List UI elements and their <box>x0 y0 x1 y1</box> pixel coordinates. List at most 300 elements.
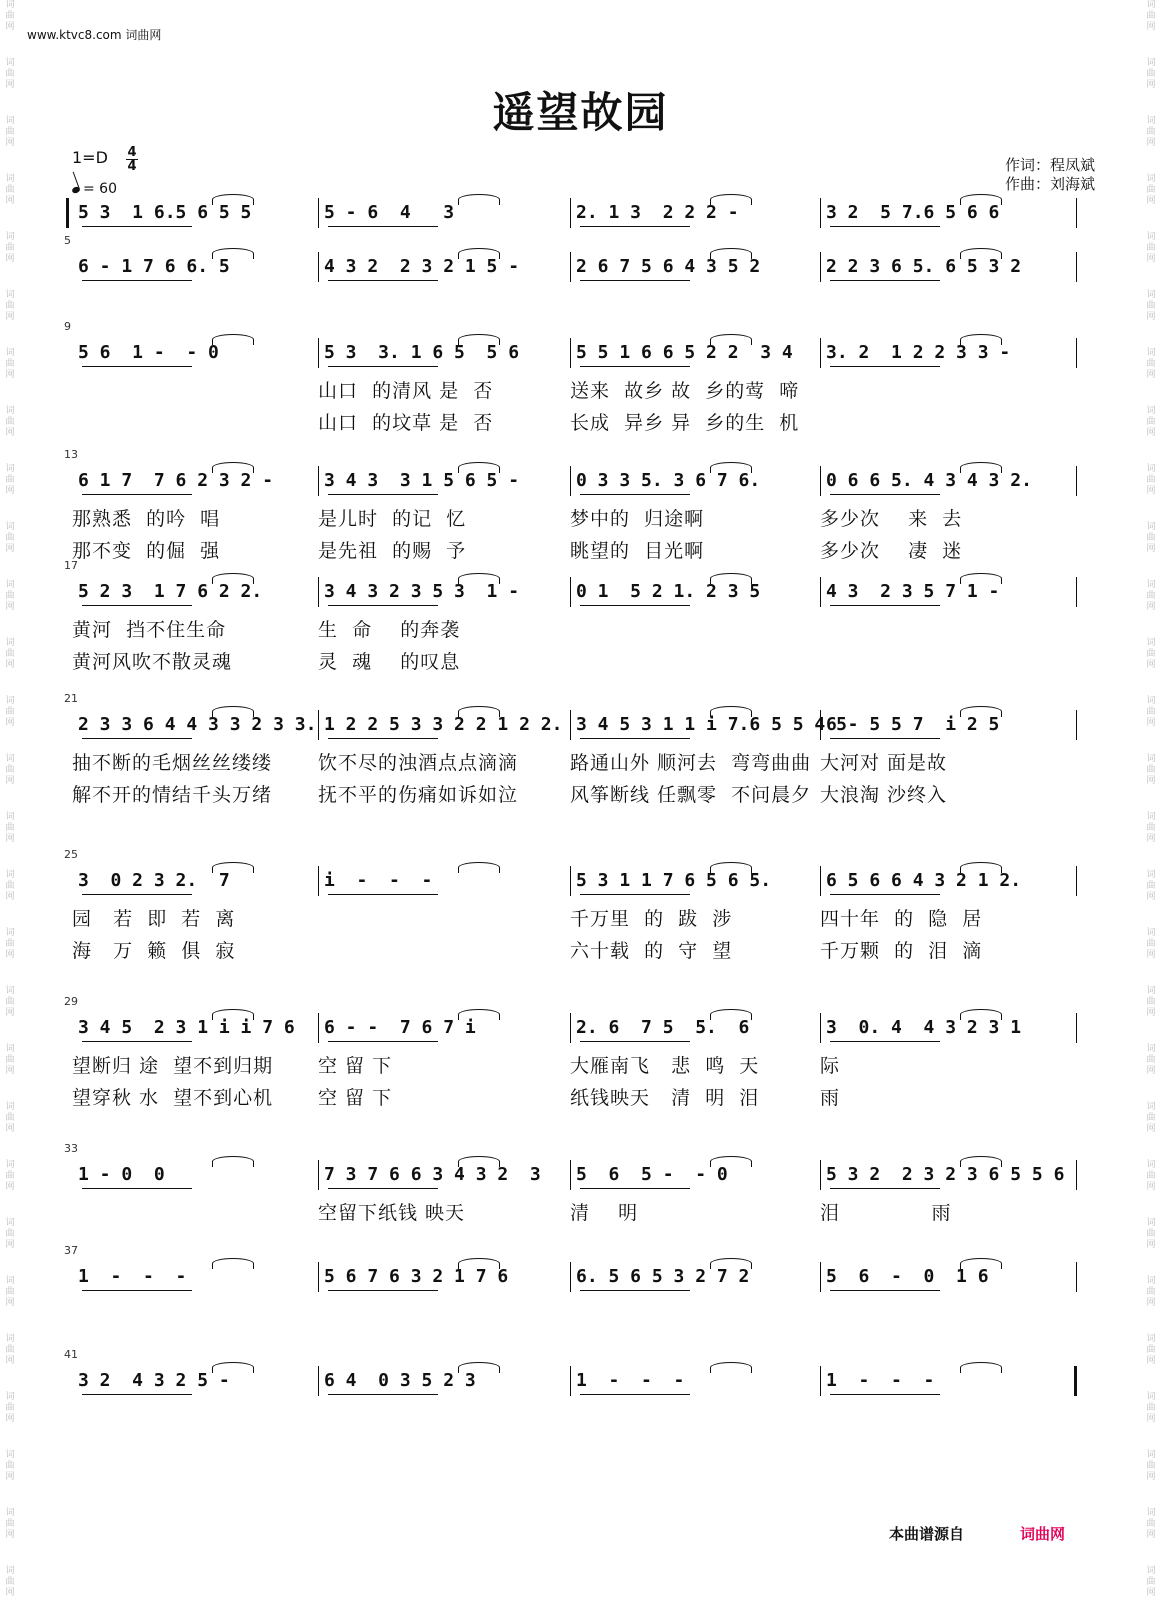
barline <box>318 1160 319 1190</box>
beam-line <box>580 280 690 281</box>
barline <box>570 338 571 368</box>
watermark-text: 词 曲 网 <box>5 1160 15 1192</box>
barline <box>820 252 821 282</box>
measure-notes: 5 6 1 - - 0 <box>78 342 219 363</box>
footer-site: 词曲网 <box>1020 1525 1066 1543</box>
beam-line <box>328 1188 438 1189</box>
slur-mark <box>212 706 254 717</box>
beam-line <box>328 894 438 895</box>
watermark-left <box>4 0 16 1622</box>
barline <box>1076 338 1077 368</box>
lyric-line: 海 万 籁 俱 寂 <box>72 940 236 962</box>
footer <box>889 1523 1065 1544</box>
lyric-line: 抚不平的伤痛如诉如泣 <box>318 784 519 806</box>
watermark-text: 词 曲 网 <box>1146 638 1156 670</box>
barline <box>570 252 571 282</box>
barline <box>318 466 319 496</box>
lyric-line: 大雁南飞 悲 鸣 天 <box>570 1055 760 1077</box>
beam-line <box>82 894 192 895</box>
watermark-text: 词 曲 网 <box>1146 116 1156 148</box>
beam-line <box>328 280 438 281</box>
lyric-line: 望穿秋 水 望不到心机 <box>72 1087 274 1109</box>
measure-notes: 3 4 3 2 3 5 3 1 - <box>324 581 520 602</box>
watermark-text: 词 曲 网 <box>5 1392 15 1424</box>
watermark-text: 词 曲 网 <box>1146 174 1156 206</box>
quarter-note-icon <box>71 186 81 194</box>
barline <box>570 1013 571 1043</box>
measure-notes: 0 1 5 2 1. 2 3 5 <box>576 581 761 602</box>
slur-mark <box>960 862 1002 873</box>
measure-notes: 2 2 3 6 5. 6 5 3 2 <box>826 256 1022 277</box>
slur-mark <box>710 1009 752 1020</box>
beam-line <box>830 366 940 367</box>
lyric-line: 四十年 的 隐 居 <box>820 908 983 930</box>
beam-line <box>830 1188 940 1189</box>
measure-notes: 6 5 6 6 4 3 2 1 2. <box>826 870 1022 891</box>
watermark-text: 词 曲 网 <box>5 1450 15 1482</box>
repeat-start-barline <box>66 198 69 228</box>
barline <box>820 1366 821 1396</box>
barline <box>820 198 821 228</box>
beam-line <box>328 1394 438 1395</box>
slur-mark <box>458 706 500 717</box>
credits <box>1005 156 1095 194</box>
slur-mark <box>458 1258 500 1269</box>
lyric-line: 送来 故乡 故 乡的莺 啼 <box>570 380 800 402</box>
barline <box>318 1366 319 1396</box>
lyric-line: 山口 的清风 是 否 <box>318 380 494 402</box>
beam-line <box>82 738 192 739</box>
watermark-text: 词 曲 网 <box>1146 986 1156 1018</box>
measure-notes: 3 4 3 3 1 5 6 5 - <box>324 470 520 491</box>
lyric-line: 空留下纸钱 映天 <box>318 1202 466 1224</box>
slur-mark <box>458 334 500 345</box>
barline <box>570 866 571 896</box>
watermark-text: 词 曲 网 <box>1146 232 1156 264</box>
lyric-line: 路通山外 顺河去 弯弯曲曲 <box>570 752 812 774</box>
watermark-text: 词 曲 网 <box>5 1044 15 1076</box>
lyric-line: 千万颗 的 泪 滴 <box>820 940 983 962</box>
beam-line <box>82 1394 192 1395</box>
watermark-text: 词 曲 网 <box>5 812 15 844</box>
watermark-text: 词 曲 网 <box>1146 58 1156 90</box>
watermark-text: 词 曲 网 <box>5 580 15 612</box>
barline <box>318 866 319 896</box>
watermark-text: 词 曲 网 <box>5 1276 15 1308</box>
beam-line <box>580 894 690 895</box>
footer-source: 本曲谱源自 <box>889 1525 965 1543</box>
slur-mark <box>212 1258 254 1269</box>
barline <box>1076 198 1077 228</box>
lyric-line: 是先祖 的赐 予 <box>318 540 467 562</box>
barline <box>570 198 571 228</box>
watermark-text: 词 曲 网 <box>1146 1508 1156 1540</box>
lyric-line: 多少次 来 去 <box>820 508 963 530</box>
beam-line <box>830 1394 940 1395</box>
measure-notes: 6 - 1 7 6 6. 5 <box>78 256 230 277</box>
beam-line <box>82 605 192 606</box>
beam-line <box>82 226 192 227</box>
slur-mark <box>960 573 1002 584</box>
beam-line <box>328 494 438 495</box>
measure-notes: 2 3 3 6 4 4 3 3 2 3 3. <box>78 714 317 735</box>
beam-line <box>580 494 690 495</box>
watermark-text: 词 曲 网 <box>1146 812 1156 844</box>
header-url: www.ktvc8.com 词曲网 <box>27 28 162 42</box>
lyric-line: 山口 的坟草 是 否 <box>318 412 494 434</box>
measure-notes: 6. 5 6 5 3 2 7 2 <box>576 1266 750 1287</box>
watermark-text: 词 曲 网 <box>5 986 15 1018</box>
watermark-text: 词 曲 网 <box>5 638 15 670</box>
watermark-text: 词 曲 网 <box>1146 1102 1156 1134</box>
barline <box>318 577 319 607</box>
lyric-line: 饮不尽的浊酒点点滴滴 <box>318 752 519 774</box>
measure-notes: 5 3 1 1 7 6 5 6 5. <box>576 870 772 891</box>
page-title: 遥望故园 <box>492 88 669 137</box>
watermark-text: 词 曲 网 <box>1146 870 1156 902</box>
measure-notes: 3. 2 1 2 2 3 3 - <box>826 342 1011 363</box>
watermark-text: 词 曲 网 <box>5 754 15 786</box>
beam-line <box>580 738 690 739</box>
time-signature-top: 4 <box>127 145 137 160</box>
watermark-text: 词 曲 网 <box>1146 1566 1156 1598</box>
barline <box>570 577 571 607</box>
slur-mark <box>458 462 500 473</box>
watermark-text: 词 曲 网 <box>5 696 15 728</box>
beam-line <box>830 280 940 281</box>
lyric-line: 空 留 下 <box>318 1087 393 1109</box>
watermark-text: 词 曲 网 <box>5 522 15 554</box>
slur-mark <box>710 1258 752 1269</box>
barline <box>570 1262 571 1292</box>
barline <box>1076 1160 1077 1190</box>
lyric-line: 千万里 的 跋 涉 <box>570 908 733 930</box>
slur-mark <box>960 1156 1002 1167</box>
beam-line <box>580 605 690 606</box>
lyric-line: 是儿时 的记 忆 <box>318 508 467 530</box>
slur-mark <box>960 334 1002 345</box>
watermark-text: 词 曲 网 <box>1146 1392 1156 1424</box>
watermark-text: 词 曲 网 <box>5 1334 15 1366</box>
barline <box>820 1013 821 1043</box>
lyric-line: 灵 魂 的叹息 <box>318 651 461 673</box>
barline <box>820 1262 821 1292</box>
beam-line <box>580 1394 690 1395</box>
measure-notes: 6 - 5 5 7 i 2 5 <box>826 714 1000 735</box>
slur-mark <box>212 1362 254 1373</box>
beam-line <box>830 1041 940 1042</box>
measure-notes: 6 4 0 3 5 2 3 <box>324 1370 476 1391</box>
slur-mark <box>212 1156 254 1167</box>
barline <box>570 710 571 740</box>
slur-mark <box>212 194 254 205</box>
beam-line <box>328 605 438 606</box>
barline <box>318 1013 319 1043</box>
composer: 作曲：刘海斌 <box>1004 175 1095 193</box>
measure-notes: i - - - <box>324 870 433 891</box>
lyric-line: 雨 <box>820 1087 841 1109</box>
measure-notes: 3 2 5 7.6 5 6 6 <box>826 202 1000 223</box>
measure-number: 41 <box>64 1348 78 1361</box>
measure-notes: 5 - 6 4 3 <box>324 202 455 223</box>
beam-line <box>328 738 438 739</box>
barline <box>318 338 319 368</box>
slur-mark <box>212 248 254 259</box>
measure-number: 9 <box>64 320 71 333</box>
slur-mark <box>458 1362 500 1373</box>
measure-notes: 5 3 2 2 3 2 3 6 5 5 6 <box>826 1164 1065 1185</box>
measure-number: 37 <box>64 1244 78 1257</box>
slur-mark <box>710 1156 752 1167</box>
watermark-text: 词 曲 网 <box>1146 580 1156 612</box>
barline <box>1076 866 1077 896</box>
barline <box>570 466 571 496</box>
measure-notes: 1 2 2 5 3 3 2 2 1 2 2. <box>324 714 563 735</box>
barline <box>1076 1013 1077 1043</box>
measure-notes: 6 1 7 7 6 2 3 2 - <box>78 470 274 491</box>
slur-mark <box>710 706 752 717</box>
measure-notes: 5 5 1 6 6 5 2 2 3 4 <box>576 342 793 363</box>
slur-mark <box>710 1362 752 1373</box>
lyric-line: 纸钱映天 清 明 泪 <box>570 1087 760 1109</box>
slur-mark <box>710 862 752 873</box>
measure-notes: 0 3 3 5. 3 6 7 6. <box>576 470 761 491</box>
slur-mark <box>710 573 752 584</box>
watermark-text: 词 曲 网 <box>1146 348 1156 380</box>
lyric-line: 大河对 面是故 <box>820 752 948 774</box>
slur-mark <box>212 1009 254 1020</box>
measure-notes: 4 3 2 2 3 2 1 5 - <box>324 256 520 277</box>
lyric-line: 生 命 的奔袭 <box>318 619 461 641</box>
watermark-text: 词 曲 网 <box>5 1508 15 1540</box>
slur-mark <box>710 248 752 259</box>
lyric-line: 六十载 的 守 望 <box>570 940 733 962</box>
slur-mark <box>960 1258 1002 1269</box>
slur-mark <box>212 862 254 873</box>
lyric-line: 抽不断的毛烟丝丝缕缕 <box>72 752 273 774</box>
watermark-text: 词 曲 网 <box>1146 1160 1156 1192</box>
slur-mark <box>960 462 1002 473</box>
lyric-line: 多少次 凄 迷 <box>820 540 963 562</box>
lyric-line: 大浪淘 沙终入 <box>820 784 948 806</box>
beam-line <box>82 1188 192 1189</box>
measure-notes: 0 6 6 5. 4 3 4 3 2. <box>826 470 1032 491</box>
watermark-text: 词 曲 网 <box>1146 0 1156 32</box>
barline <box>318 252 319 282</box>
lyric-line: 梦中的 归途啊 <box>570 508 705 530</box>
tempo-value: = 60 <box>83 181 117 197</box>
barline <box>820 577 821 607</box>
measure-notes: 2 6 7 5 6 4 3 5 2 <box>576 256 761 277</box>
lyric-line: 空 留 下 <box>318 1055 393 1077</box>
lyric-line: 清 明 <box>570 1202 639 1224</box>
measure-notes: 7 3 7 6 6 3 4 3 2 3 <box>324 1164 541 1185</box>
slur-mark <box>710 194 752 205</box>
watermark-text: 词 曲 网 <box>1146 522 1156 554</box>
measure-number: 17 <box>64 559 78 572</box>
measure-notes: 3 2 4 3 2 5 - <box>78 1370 230 1391</box>
barline <box>1076 710 1077 740</box>
barline <box>1076 1262 1077 1292</box>
watermark-text: 词 曲 网 <box>5 1218 15 1250</box>
measure-notes: 5 3 3. 1 6 5 5 6 <box>324 342 520 363</box>
watermark-text: 词 曲 网 <box>1146 1334 1156 1366</box>
lyric-line: 风筝断线 任飘零 不问晨夕 <box>570 784 812 806</box>
measure-notes: 1 - - - <box>78 1266 187 1287</box>
slur-mark <box>960 1009 1002 1020</box>
measure-number: 33 <box>64 1142 78 1155</box>
slur-mark <box>458 194 500 205</box>
slur-mark <box>212 334 254 345</box>
watermark-text: 词 曲 网 <box>1146 290 1156 322</box>
watermark-text: 词 曲 网 <box>5 928 15 960</box>
measure-notes: 4 3 2 3 5 7 1 - <box>826 581 1000 602</box>
barline <box>570 1366 571 1396</box>
watermark-text: 词 曲 网 <box>1146 464 1156 496</box>
barline <box>820 866 821 896</box>
measure-notes: 3 0. 4 4 3 2 3 1 <box>826 1017 1022 1038</box>
measure-notes: 5 6 5 - - 0 <box>576 1164 728 1185</box>
watermark-text: 词 曲 网 <box>5 1102 15 1134</box>
measure-notes: 1 - - - <box>576 1370 685 1391</box>
watermark-text: 词 曲 网 <box>1146 928 1156 960</box>
measure-number: 29 <box>64 995 78 1008</box>
lyric-line: 黄河风吹不散灵魂 <box>72 651 233 673</box>
barline <box>570 1160 571 1190</box>
watermark-text: 词 曲 网 <box>5 174 15 206</box>
slur-mark <box>458 248 500 259</box>
watermark-text: 词 曲 网 <box>5 348 15 380</box>
beam-line <box>82 280 192 281</box>
beam-line <box>830 226 940 227</box>
slur-mark <box>960 1362 1002 1373</box>
barline <box>318 1262 319 1292</box>
lyric-line: 园 若 即 若 离 <box>72 908 236 930</box>
slur-mark <box>960 706 1002 717</box>
beam-line <box>830 605 940 606</box>
lyric-line: 泪 雨 <box>820 1202 952 1224</box>
watermark-text: 词 曲 网 <box>5 870 15 902</box>
beam-line <box>328 226 438 227</box>
beam-line <box>830 894 940 895</box>
beam-line <box>328 1041 438 1042</box>
tempo-marking <box>72 181 117 197</box>
slur-mark <box>458 573 500 584</box>
measure-notes: 5 6 - 0 1 6 <box>826 1266 989 1287</box>
barline <box>1076 252 1077 282</box>
measure-notes: 3 0 2 3 2. 7 <box>78 870 230 891</box>
barline <box>318 710 319 740</box>
barline <box>1076 577 1077 607</box>
lyric-line: 黄河 挡不住生命 <box>72 619 227 641</box>
watermark-text: 词 曲 网 <box>5 116 15 148</box>
beam-line <box>328 366 438 367</box>
watermark-text: 词 曲 网 <box>5 406 15 438</box>
slur-mark <box>212 462 254 473</box>
slur-mark <box>960 248 1002 259</box>
watermark-text: 词 曲 网 <box>5 1566 15 1598</box>
watermark-right <box>1145 0 1157 1622</box>
beam-line <box>82 494 192 495</box>
measure-notes: 1 - - - <box>826 1370 935 1391</box>
watermark-text: 词 曲 网 <box>1146 1450 1156 1482</box>
time-signature-bottom: 4 <box>127 159 137 174</box>
key-signature: 1=D <box>72 148 108 167</box>
lyric-line: 眺望的 目光啊 <box>570 540 705 562</box>
watermark-text: 词 曲 网 <box>1146 406 1156 438</box>
beam-line <box>82 366 192 367</box>
slur-mark <box>458 1009 500 1020</box>
beam-line <box>580 1188 690 1189</box>
measure-notes: 2. 1 3 2 2 2 - <box>576 202 739 223</box>
barline <box>820 466 821 496</box>
beam-line <box>328 1290 438 1291</box>
watermark-text: 词 曲 网 <box>1146 1218 1156 1250</box>
watermark-text: 词 曲 网 <box>1146 1044 1156 1076</box>
lyric-line: 解不开的情结千头万绪 <box>72 784 273 806</box>
watermark-text: 词 曲 网 <box>5 58 15 90</box>
slur-mark <box>212 573 254 584</box>
lyric-line: 那熟悉 的吟 唱 <box>72 508 221 530</box>
measure-number: 25 <box>64 848 78 861</box>
measure-notes: 3 4 5 2 3 1 i i 7 6 <box>78 1017 295 1038</box>
measure-notes: 2. 6 7 5 5. 6 <box>576 1017 750 1038</box>
barline <box>820 1160 821 1190</box>
watermark-text: 词 曲 网 <box>5 464 15 496</box>
beam-line <box>580 1290 690 1291</box>
watermark-text: 词 曲 网 <box>5 0 15 32</box>
lyric-line: 望断归 途 望不到归期 <box>72 1055 274 1077</box>
slur-mark <box>458 862 500 873</box>
watermark-text: 词 曲 网 <box>1146 696 1156 728</box>
measure-notes: 6 - - 7 6 7 i <box>324 1017 476 1038</box>
lyric-line: 那不变 的倔 强 <box>72 540 221 562</box>
beam-line <box>830 494 940 495</box>
time-signature <box>126 146 138 173</box>
watermark-text: 词 曲 网 <box>5 290 15 322</box>
measure-number: 21 <box>64 692 78 705</box>
beam-line <box>82 1290 192 1291</box>
lyric-line: 际 <box>820 1055 841 1077</box>
barline <box>820 338 821 368</box>
watermark-text: 词 曲 网 <box>1146 1276 1156 1308</box>
beam-line <box>830 1290 940 1291</box>
slur-mark <box>960 194 1002 205</box>
slur-mark <box>710 334 752 345</box>
measure-number: 5 <box>64 234 71 247</box>
lyricist: 作词：程凤斌 <box>1004 156 1095 174</box>
beam-line <box>580 1041 690 1042</box>
beam-line <box>830 738 940 739</box>
beam-line <box>580 226 690 227</box>
measure-notes: 5 3 1 6.5 6 5 5 <box>78 202 252 223</box>
watermark-text: 词 曲 网 <box>1146 754 1156 786</box>
barline <box>1074 1366 1077 1396</box>
barline <box>1076 466 1077 496</box>
lyric-line: 长成 异乡 异 乡的生 机 <box>570 412 800 434</box>
slur-mark <box>710 462 752 473</box>
watermark-text: 词 曲 网 <box>5 232 15 264</box>
beam-line <box>580 366 690 367</box>
measure-notes: 5 6 7 6 3 2 1 7 6 <box>324 1266 509 1287</box>
slur-mark <box>458 1156 500 1167</box>
measure-notes: 5 2 3 1 7 6 2 2. <box>78 581 263 602</box>
barline <box>318 198 319 228</box>
beam-line <box>82 1041 192 1042</box>
measure-notes: 3 4 5 3 1 1 i 7.6 5 5 4 5 <box>576 714 847 735</box>
measure-notes: 1 - 0 0 <box>78 1164 165 1185</box>
measure-number: 13 <box>64 448 78 461</box>
